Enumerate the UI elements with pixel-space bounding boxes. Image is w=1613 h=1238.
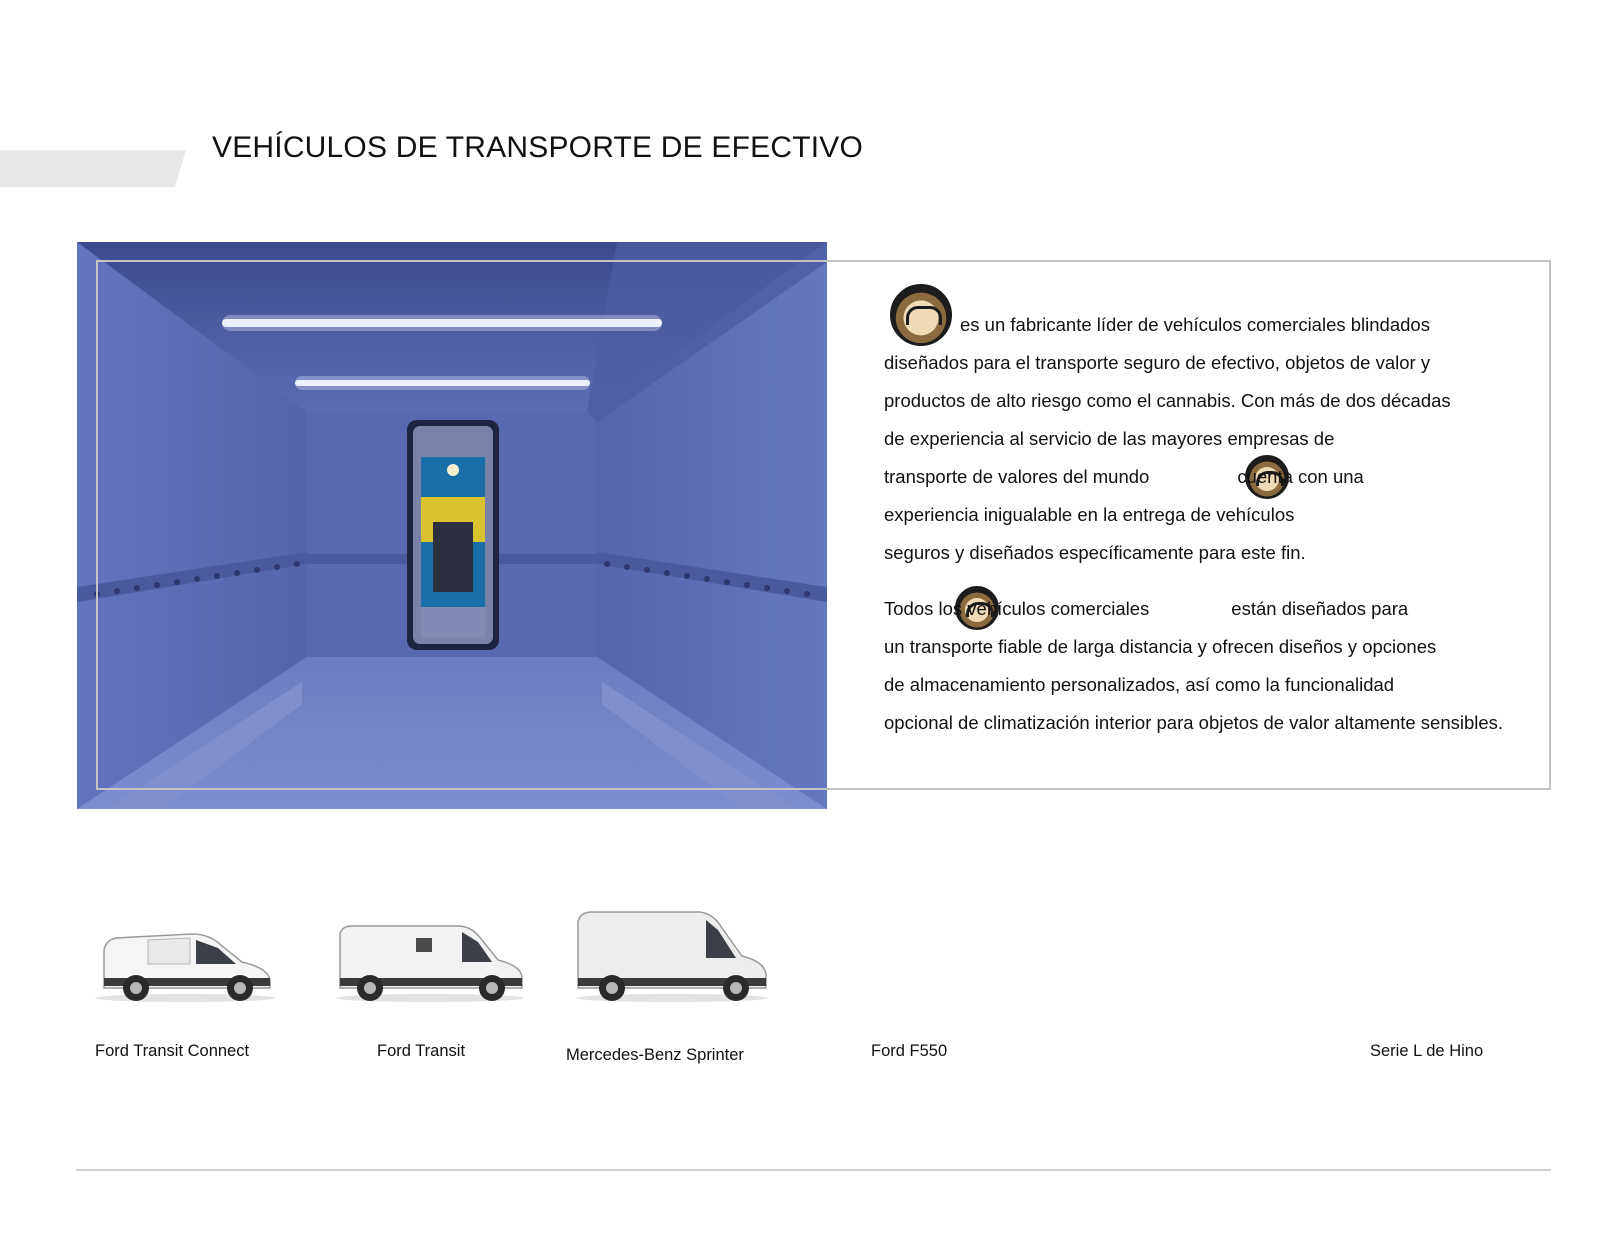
intro-line: experiencia inigualable en la entrega de vehículos bbox=[884, 504, 1295, 525]
features-paragraph bbox=[884, 590, 1524, 742]
intro-line: es un fabricante líder de vehículos comerciales blindados bbox=[960, 314, 1430, 335]
ford-transit-connect-image bbox=[92, 922, 278, 1004]
vehicle-label: Ford Transit bbox=[377, 1042, 466, 1060]
intro-line: transporte de valores del mundo cuenta con una bbox=[884, 466, 1364, 487]
vehicle-lineup bbox=[0, 900, 1613, 1070]
description-text bbox=[884, 306, 1524, 760]
vehicle-label: Ford Transit Connect bbox=[95, 1042, 250, 1060]
vehicle-label: Ford F550 bbox=[871, 1042, 948, 1060]
features-line: un transporte fiable de larga distancia y ofrecen diseños y opciones bbox=[884, 636, 1437, 657]
features-line: opcional de climatización interior para objetos de valor altamente sensibles. bbox=[884, 712, 1504, 733]
intro-line: de experiencia al servicio de las mayores empresas de bbox=[884, 428, 1335, 449]
footer-divider bbox=[76, 1169, 1551, 1171]
vehicle-label: Mercedes-Benz Sprinter bbox=[566, 1046, 744, 1064]
page-title: VEHÍCULOS DE TRANSPORTE DE EFECTIVO bbox=[212, 131, 864, 164]
cargo-interior-illustration bbox=[77, 242, 827, 809]
vehicle-label: Serie L de Hino bbox=[1370, 1042, 1484, 1060]
features-line: Todos los vehículos comerciales están diseñados para bbox=[884, 598, 1409, 619]
intro-paragraph bbox=[884, 306, 1524, 572]
intro-line: productos de alto riesgo como el cannabis. Con más de dos décadas bbox=[884, 390, 1451, 411]
armored-van-interior-photo bbox=[77, 242, 827, 809]
mercedes-benz-sprinter-image bbox=[572, 908, 772, 1004]
features-line: de almacenamiento personalizados, así como la funcionalidad bbox=[884, 674, 1395, 695]
header-accent-bar bbox=[0, 150, 186, 187]
ford-transit-image bbox=[332, 916, 528, 1004]
intro-line: seguros y diseñados específicamente para este fin. bbox=[884, 542, 1306, 563]
intro-line: diseñados para el transporte seguro de efectivo, objetos de valor y bbox=[884, 352, 1431, 373]
